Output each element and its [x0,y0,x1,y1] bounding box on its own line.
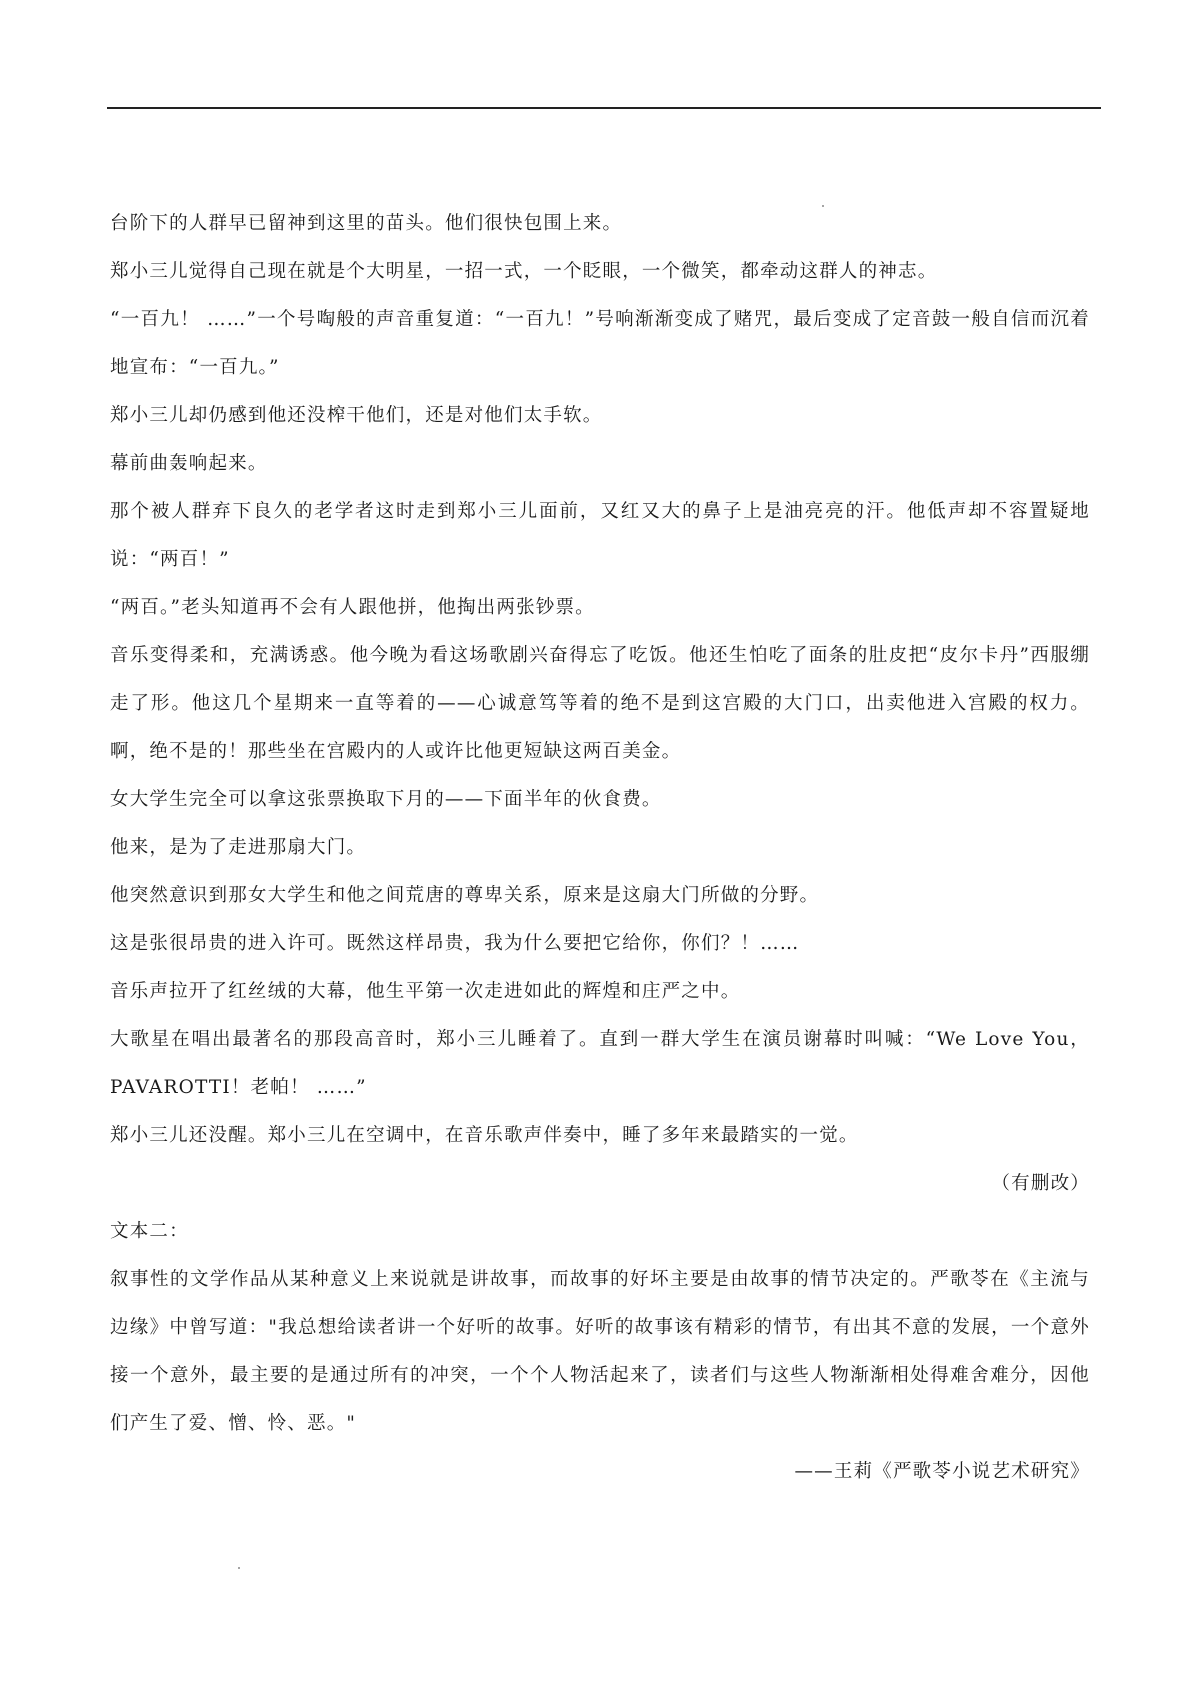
document-body [110,200,1090,1496]
text-two-source: ——王莉《严歌苓小说艺术研究》 [794,1461,1090,1482]
scan-speck [238,1567,240,1569]
paragraph: 女大学生完全可以拿这张票换取下月的——下面半年的伙食费。 [110,789,662,810]
paragraph: “两百。”老头知道再不会有人跟他拼，他掏出两张钞票。 [110,597,595,618]
paragraph: “一百九！ ……”一个号啕般的声音重复道：“一百九！”号响渐渐变成了赌咒，最后变成了定音鼓一般自信而沉着地宣布：“一百九。” [110,309,1090,378]
text-two-label: 文本二： [110,1221,189,1242]
paragraph: 郑小三儿却仍感到他还没榨干他们，还是对他们太手软。 [110,405,603,426]
paragraph: 他来，是为了走进那扇大门。 [110,837,367,858]
paragraph: 这是张很昂贵的进入许可。既然这样昂贵，我为什么要把它给你，你们？！…… [110,933,800,954]
paragraph: 幕前曲轰响起来。 [110,453,268,474]
paragraph: 他突然意识到那女大学生和他之间荒唐的尊卑关系，原来是这扇大门所做的分野。 [110,885,820,906]
paragraph: 音乐变得柔和，充满诱惑。他今晚为看这场歌剧兴奋得忘了吃饭。他还生怕吃了面条的肚皮把“皮尔卡丹”西服绷走了形。他这几个星期来一直等着的——心诚意笃等着的绝不是到这宫殿的大门口，出卖他进入宫殿的权力。啊，绝不是的！那些坐在宫殿内的人或许比他更短缺这两百美金。 [110,645,1090,762]
header-rule [107,107,1101,109]
paragraph: 大歌星在唱出最著名的那段高音时，郑小三儿睡着了。直到一群大学生在演员谢幕时叫喊：“We Love You，PAVAROTTI！老帕！ ……” [110,1029,1090,1098]
paragraph: 台阶下的人群早已留神到这里的苗头。他们很快包围上来。 [110,213,623,234]
paragraph: 音乐声拉开了红丝绒的大幕，他生平第一次走进如此的辉煌和庄严之中。 [110,981,741,1002]
text-one-source: （有删改） [991,1173,1090,1194]
text-two-paragraph: 叙事性的文学作品从某种意义上来说就是讲故事，而故事的好坏主要是由故事的情节决定的。严歌苓在《主流与边缘》中曾写道："我总想给读者讲一个好听的故事。好听的故事该有精彩的情节，有出其不意的发展，一个意外接一个意外，最主要的是通过所有的冲突，一个个人物活起来了，读者们与这些人物渐渐相处得难舍难分，因他们产生了爱、憎、怜、恶。" [110,1269,1090,1434]
paragraph: 那个被人群弃下良久的老学者这时走到郑小三儿面前，又红又大的鼻子上是油亮亮的汗。他低声却不容置疑地说：“两百！” [110,501,1090,570]
paragraph: 郑小三儿觉得自己现在就是个大明星，一招一式，一个眨眼，一个微笑，都牵动这群人的神志。 [110,261,938,282]
paragraph: 郑小三儿还没醒。郑小三儿在空调中，在音乐歌声伴奏中，睡了多年来最踏实的一觉。 [110,1125,859,1146]
